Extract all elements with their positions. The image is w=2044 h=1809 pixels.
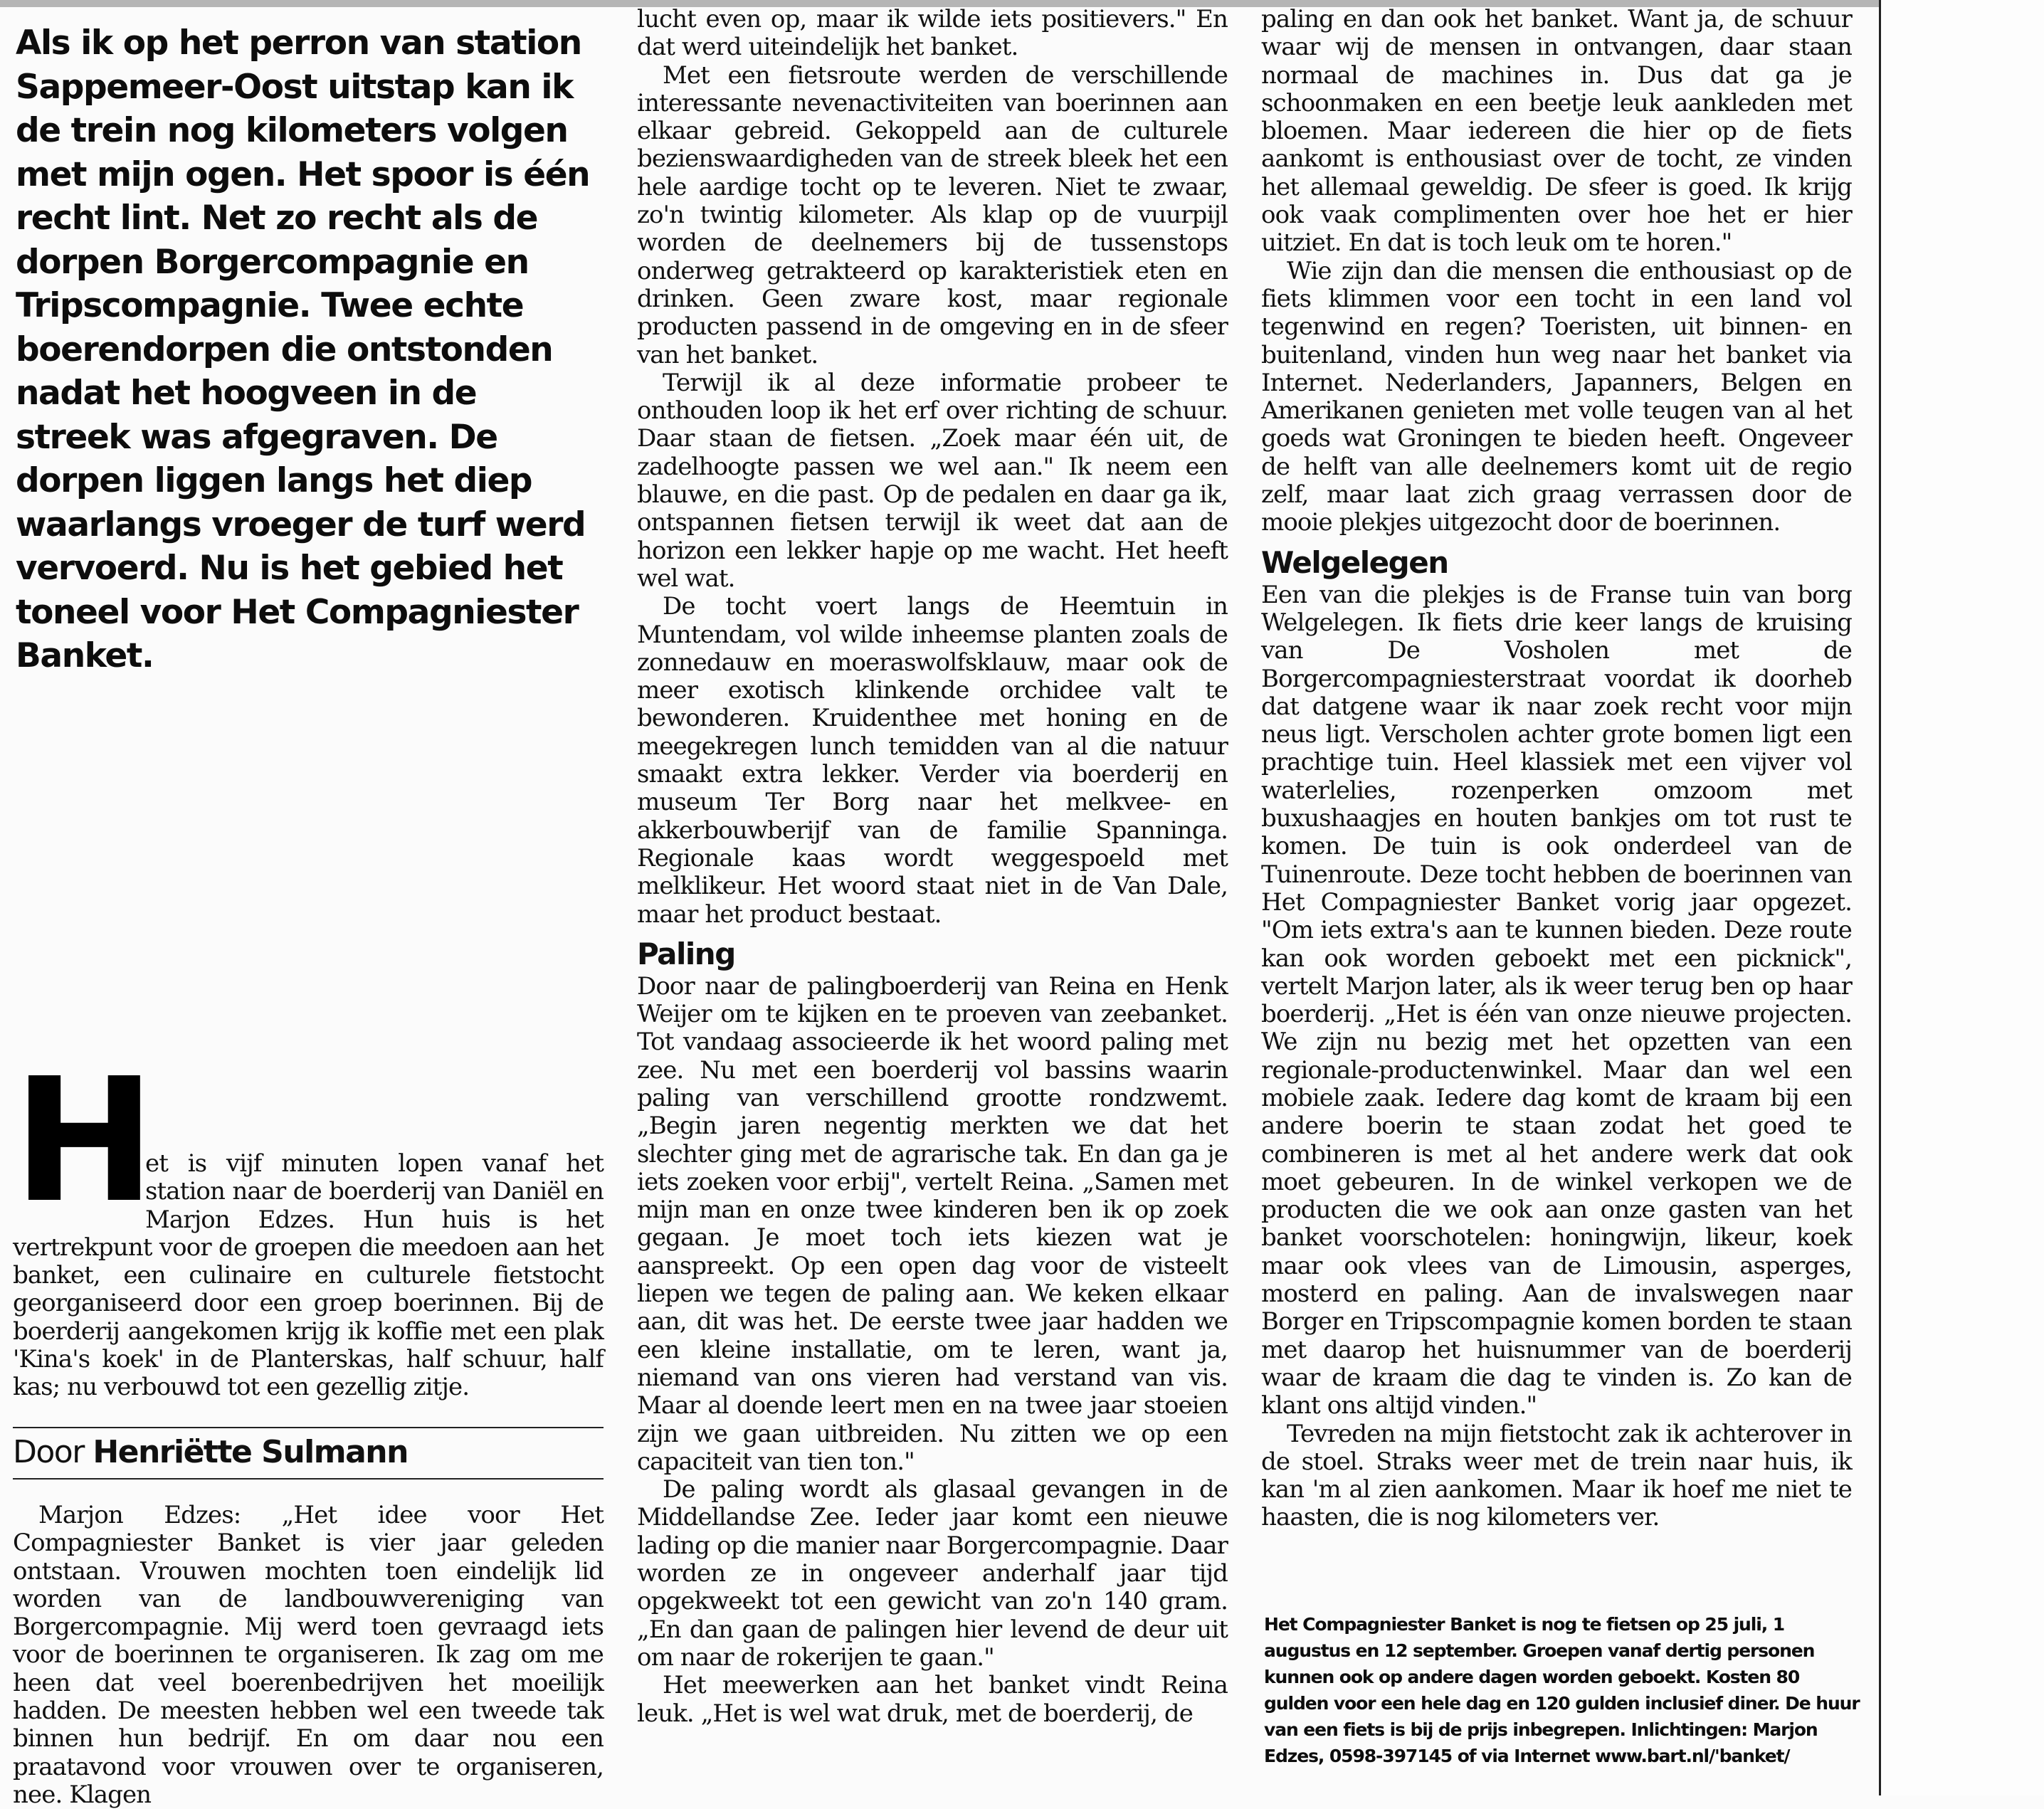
middle-column (637, 6, 1228, 1728)
drop-cap: H (13, 1041, 153, 1240)
article-paragraph: Wie zijn dan die mensen die enthousiast op de fiets klimmen voor een tocht in een land vol tegenwind en regen? Toeristen, uit binnen- en buitenland, vinden hun weg naar het banket via Internet. Nederlanders, Japanners, Belgen en Amerikanen genieten met volle teugen van al het goeds wat Groningen te bieden heeft. Ongeveer de helft van alle deelnemers komt uit de regio zelf, maar laat zich graag verrassen door de mooie plekjes uitgezocht door de boerinnen. (1261, 256, 1852, 537)
article-paragraph: Terwijl ik al deze informatie probeer te onthouden loop ik het erf over richting de schuur. Daar staan de fietsen. „Zoek maar één uit, de zadelhoogte passen we wel aan." Ik neem een blauwe, en die past. Op de pedalen en daar ga ik, ontspannen fietsen terwijl ik weet dat aan de horizon een lekker hapje op me wacht. Het heeft wel wat. (637, 368, 1228, 593)
left-column-body (13, 1502, 604, 1809)
intro-paragraph: et is vijf minuten lopen vanaf het station naar de boerderij van Daniël en Marjon Edzes. Hun huis is het vertrekpunt voor de groepen die meedoen aan het banket, een culinaire en culturele fietstocht georganiseerd door een groep boerinnen. Bij de boerderij aangekomen krijg ik koffie met een plak 'Kina's koek' in de Planterskas, half schuur, half kas; nu verbouwd tot een gezellig zitje. (13, 1149, 604, 1402)
article-paragraph: Marjon Edzes: „Het idee voor Het Compagniester Banket is vier jaar geleden ontstaan. Vrouwen mochten toen eindelijk lid worden van de landbouwvereniging van Borgercompagnie. Mij werd toen gevraagd iets voor de boerinnen te organiseren. Ik zag om me heen dat veel boerenbedrijven het moeilijk hadden. De meesten hebben wel een tweede tak binnen hun bedrijf. En om daar nou een praatavond voor vrouwen over te organiseren, nee. Klagen (13, 1501, 604, 1809)
article-paragraph: Een van die plekjes is de Franse tuin van borg Welgelegen. Ik fiets drie keer langs de kruising van De Vosholen met de Borgercompagniesterstraat voordat ik doorheb dat datgene waar ik naar zoek recht voor mijn neus ligt. Verscholen achter grote bomen ligt een prachtige tuin. Heel klassiek met een vijver vol waterlelies, rozenperken omzoom met buxushaagjes en houten bankjes om tot rust te komen. De tuin is ook onderdeel van de Tuinenroute. Deze tocht hebben de boerinnen van Het Compagniester Banket vorig jaar opgezet. "Om iets extra's aan te kunnen bieden. Deze route kan ook worden geboekt met een picknick", vertelt Marjon later, als ik weer terug ben op haar boerderij. „Het is één van onze nieuwe projecten. We zijn nu bezig met het opzetten van een regionale-productenwinkel. Maar dan wel een mobiele zaak. Iedere dag komt de kraam bij een andere boerin te staan zodat het goed te combineren is met al het andere werk dat ook moet gebeuren. In de winkel verkopen we de producten die we ook aan onze gasten van het banket voorschotelen: honingwijn, likeur, koek maar ook vlees van de Limousin, asperges, mosterd en paling. Aan de invalswegen naar Borger en Tripscompagnie komen borden te staan met daarop het huisnummer van de boerderij waar de kraam die dag te vinden is. Zo kan de klant ons altijd vinden." (1261, 580, 1852, 1420)
article-paragraph: lucht even op, maar ik wilde iets positievers." En dat werd uiteindelijk het banket. (637, 5, 1228, 62)
article-paragraph: Tevreden na mijn fietstocht zak ik achterover in de stoel. Straks weer met de trein naar huis, ik kan 'm al zien aankomen. Maar ik hoef me niet te haasten, die is nog kilometers ver. (1261, 1419, 1852, 1532)
article-paragraph: Door naar de palingboerderij van Reina en Henk Weijer om te kijken en te proeven van zeebanket. Tot vandaag associeerde ik het woord paling met zee. Nu met een boerderij vol bassins waarin paling van verschillend grootte rondzwemt. „Begin jaren negentig merkten we dat het slechter ging met de agrarische tak. En dan ga je iets zoeken voor erbij", vertelt Reina. „Samen met mijn man en onze twee kinderen ben ik op zoek gegaan. Je moet toch iets kiezen wat je aanspreekt. Op een open dag voor de visteelt liepen we tegen de paling aan. We keken elkaar aan, dit was het. De eerste twee jaar hadden we een kleine installatie, om te leren, want ja, niemand van ons vieren had verstand van vis. Maar al doende leert men en na twee jaar stoeien zijn we gaan uitbreiden. Nu zitten we op een capaciteit van tien ton." (637, 971, 1228, 1476)
byline-author: Henriëtte Sulmann (93, 1434, 408, 1470)
info-box: Het Compagniester Banket is nog te fietsen op 25 juli, 1 augustus en 12 september. Groepen vanaf dertig personen kunnen ook op andere dagen worden geboekt. Kosten 80 gulden voor een hele dag en 120 gulden inclusief diner. De huur van een fiets is bij de prijs inbegrepen. Inlichtingen: Marjon Edzes, 0598-397145 of via Internet www.bart.nl/'banket/ (1264, 1614, 1860, 1766)
article-paragraph: De paling wordt als glasaal gevangen in de Middellandse Zee. Ieder jaar komt een nieuwe lading op die manier naar Borgercompagnie. Daar worden ze in ongeveer anderhalf jaar tijd opgekweekt tot een gewicht van zo'n 140 gram. „En dan gaan de palingen hier levend de deur uit om naar de rokerijen te gaan." (637, 1475, 1228, 1672)
article-paragraph: Met een fietsroute werden de verschillende interessante nevenactiviteiten van boerinnen aan elkaar gebreid. Gekoppeld aan de culturele bezienswaardigheden van de streek bleek het een hele aardige tocht op te leveren. Niet te zwaar, zo'n twintig kilometer. Als klap op de vuurpijl worden de deelnemers bij de tussenstops onderweg getrakteerd op karakteristiek eten en drinken. Geen zware kost, maar regionale producten passend in de omgeving en in de sfeer van het banket. (637, 60, 1228, 369)
byline (13, 1427, 604, 1480)
article-paragraph: De tocht voert langs de Heemtuin in Muntendam, vol wilde inheemse planten zoals de zonnedauw en moeraswolfsklauw, maar ook de meer exotisch klinkende orchidee valt te bewonderen. Kruidenthee met honing en de meegekregen lunch temidden van al die natuur smaakt extra lekker. Verder via boerderij en museum Ter Borg naar het melkvee- en akkerbouwberijf van de familie Spanninga. Regionale kaas wordt weggespoeld met melklikeur. Het woord staat niet in de Van Dale, maar het product bestaat. (637, 592, 1228, 929)
adjacent-page-strip (1879, 0, 2044, 1795)
article-paragraph: Het meewerken aan het banket vindt Reina leuk. „Het is wel wat druk, met de boerderij, de (637, 1671, 1228, 1728)
article-paragraph: paling en dan ook het banket. Want ja, de schuur waar wij de mensen in ontvangen, daar staan normaal de machines in. Dus dat ga je schoonmaken en een beetje leuk aankleden met bloemen. Maar iedereen die hier op de fiets aankomt is enthousiast over de tocht, ze vinden het allemaal geweldig. De sfeer is goed. Ik krijg ook vaak complimenten over hoe het er hier uitziet. En dat is toch leuk om te horen." (1261, 5, 1852, 258)
section-heading: Welgelegen (1261, 544, 1448, 580)
lead-paragraph: Als ik op het perron van station Sappemeer-Oost uitstap kan ik de trein nog kilometers volgen met mijn ogen. Het spoor is één recht lint. Net zo recht als de dorpen Borgercompagnie en Tripscompagnie. Twee echte boerendorpen die ontstonden nadat het hoogveen in de streek was afgegraven. De dorpen liggen langs het diep waarlangs vroeger de turf werd vervoerd. Nu is het gebied het toneel voor Het Compagniester Banket. (16, 23, 590, 675)
right-column (1261, 6, 1852, 1532)
intro-block (13, 1041, 604, 1402)
section-heading: Paling (637, 936, 735, 971)
byline-prefix: Door (13, 1434, 84, 1470)
